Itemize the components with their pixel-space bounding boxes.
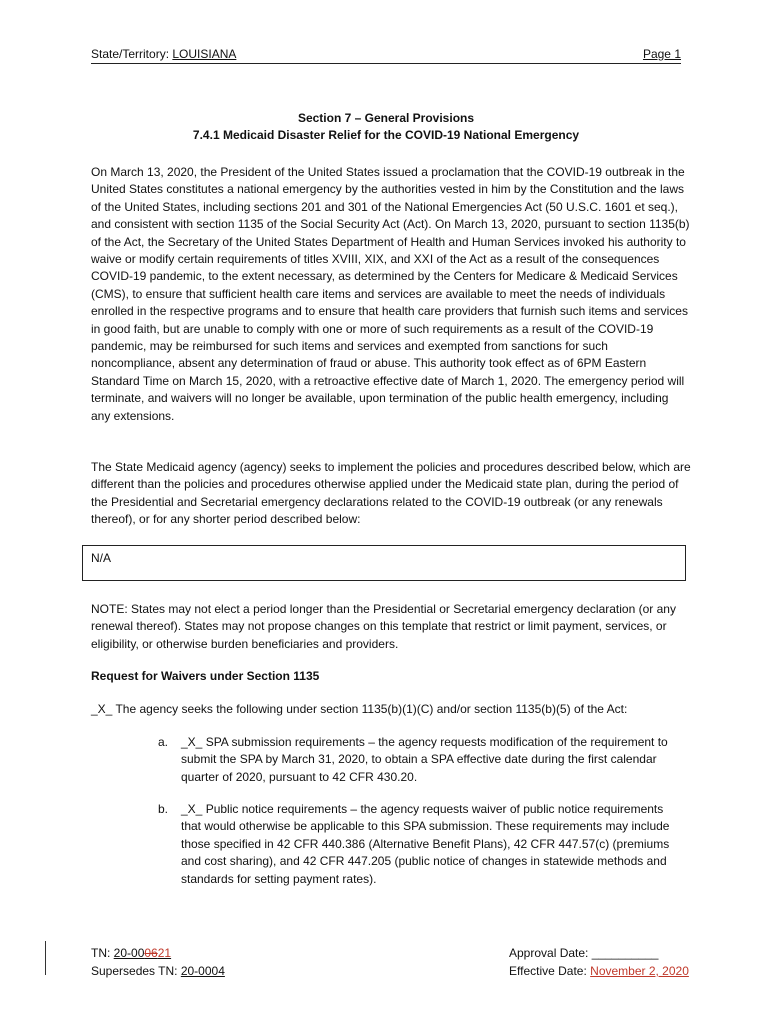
checkbox-mark[interactable]: _X_ — [181, 735, 203, 749]
subsection-title: 7.4.1 Medicaid Disaster Relief for the COVID-19 National Emergency — [192, 128, 580, 142]
tn-struck-digits: 06 — [144, 946, 158, 960]
page-number: Page 1 — [642, 47, 681, 61]
paragraph-proclamation: On March 13, 2020, the President of the United States issued a proclamation that the COVID-19 outbreak in the United States constitutes a national emergency by the authorities vested in him by the Constitution and the laws of the United States, including sections 201 and 301 of the National Emergencies Act (50 U.S.C. 1601 et seq.), and consistent with section 1135 of the Social Security Act (Act). On March 13, 2020, pursuant to section 1135(b) of the Act, the Secretary of the United States Department of Health and Human Services invoked his authority to waive or modify certain requirements of titles XVIII, XIX, and XXI of the Act as a result of the consequences COVID-19 pandemic, to the extent necessary, as determined by the Centers for Medicare & Medicaid Services (CMS), to ensure that sufficient health care items and services are available to meet the needs of individuals enrolled in the respective programs and to ensure that health care providers that furnish such items and services in good faith, but are unable to comply with one or more of such requirements as a result of the COVID-19 pandemic, may be reimbursed for such items and services and exempted from sanctions for such noncompliance, absent any determination of fraud or abuse. This authority took effect as of 6PM Eastern Standard Time on March 15, 2020, with a retroactive effective date of March 1, 2020. The emergency period will terminate, and waivers will no longer be available, upon termination of the public health emergency, including any extensions. — [91, 165, 690, 423]
footer-left — [91, 944, 225, 980]
waiver-request-line: _X_ The agency seeks the following under section 1135(b)(1)(C) and/or section 1135(b)(5) of the Act: — [91, 702, 628, 716]
state-territory: State/Territory: LOUISIANA — [91, 47, 237, 61]
list-item-b — [91, 801, 691, 891]
list-item-a — [91, 734, 691, 786]
section-title: Section 7 – General Provisions — [297, 111, 475, 125]
tn-inserted-digits: 21 — [157, 946, 172, 960]
footer-right — [509, 944, 689, 980]
page-header — [91, 47, 681, 64]
checkbox-mark[interactable]: _X_ — [181, 802, 203, 816]
tn-line: TN: 20-000621 — [91, 946, 172, 960]
waiver-heading: Request for Waivers under Section 1135 — [91, 669, 320, 683]
paragraph-agency: The State Medicaid agency (agency) seeks to implement the policies and procedures described below, which are different than the policies and procedures otherwise applied under the Medicaid state plan, during the period of the Presidential and Secretarial emergency declarations related to the COVID-19 outbreak (or any renewals thereof), or for any shorter period described below: — [91, 460, 691, 527]
checkbox-mark[interactable]: _X_ — [91, 702, 113, 716]
approval-value: __________ — [591, 946, 659, 960]
period-description-box[interactable] — [82, 545, 686, 581]
tn-number: 20-000621 — [113, 946, 172, 960]
list-text: _X_ SPA submission requirements – the agency requests modification of the requirement to submit the SPA by March 31, 2020, to obtain a SPA effective date during the first calendar quarter of 2020, pursuant to 42 CFR 430.20. — [181, 735, 668, 784]
list-label: b. — [158, 802, 169, 816]
list-text: _X_ Public notice requirements – the agency requests waiver of public notice requirements that would otherwise be applicable to this SPA submission. These requirements may include those specified in 42 CFR 440.386 (Alternative Benefit Plans), 42 CFR 447.57(c) (premiums and cost sharing), and 42 CFR 447.205 (public notice of changes in statewide methods and standards for setting payment rates). — [181, 802, 670, 886]
note-paragraph: NOTE: States may not elect a period longer than the Presidential or Secretarial emergency declaration (or any renewal thereof). States may not propose changes on this template that restrict or limit payment, services, or eligibility, or otherwise burden beneficiaries and providers. — [91, 602, 676, 651]
period-description-value: N/A — [91, 551, 112, 565]
approval-line: Approval Date: __________ — [509, 946, 659, 960]
supersedes-line: Supersedes TN: 20-0004 — [91, 964, 225, 978]
state-value: LOUISIANA — [172, 47, 237, 61]
supersedes-value: 20-0004 — [180, 964, 225, 978]
effective-date-value: November 2, 2020 — [590, 964, 689, 978]
list-label: a. — [158, 735, 169, 749]
effective-line: Effective Date: November 2, 2020 — [509, 964, 689, 978]
revision-bar — [45, 941, 46, 975]
